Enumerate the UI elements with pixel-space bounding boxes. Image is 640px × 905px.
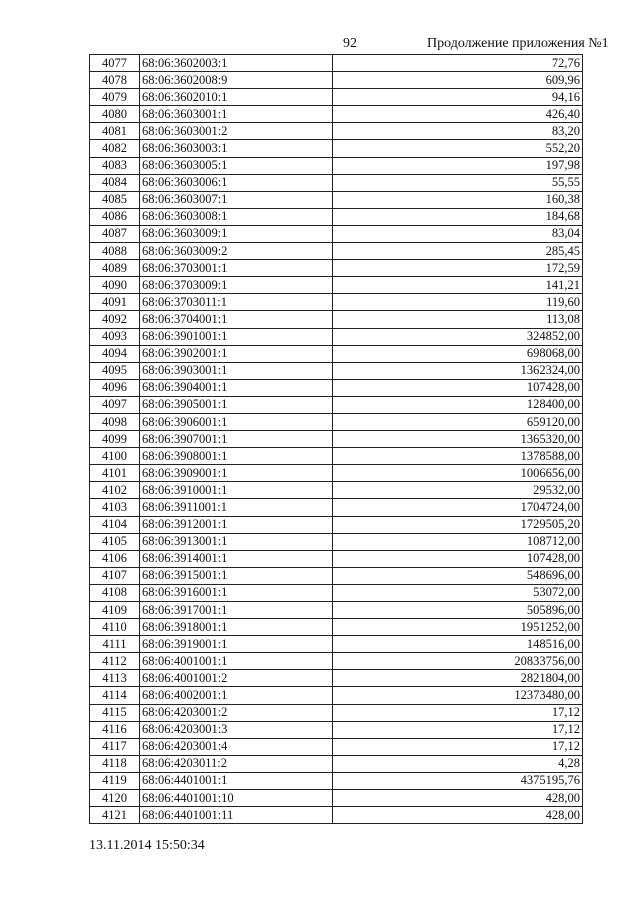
row-number-cell: 4102 <box>90 482 140 499</box>
table-row <box>90 482 583 499</box>
value-cell: 141,21 <box>333 277 583 294</box>
row-number-cell: 4103 <box>90 499 140 516</box>
cadastral-number-cell: 68:06:3603001:1 <box>140 106 333 123</box>
cadastral-number-cell: 68:06:3703001:1 <box>140 260 333 277</box>
value-cell: 107428,00 <box>333 550 583 567</box>
row-number-cell: 4091 <box>90 294 140 311</box>
table-row <box>90 174 583 191</box>
value-cell: 160,38 <box>333 191 583 208</box>
row-number-cell: 4116 <box>90 721 140 738</box>
cadastral-number-cell: 68:06:4401001:1 <box>140 772 333 789</box>
row-number-cell: 4109 <box>90 602 140 619</box>
row-number-cell: 4108 <box>90 584 140 601</box>
row-number-cell: 4117 <box>90 738 140 755</box>
value-cell: 94,16 <box>333 89 583 106</box>
value-cell: 324852,00 <box>333 328 583 345</box>
row-number-cell: 4100 <box>90 448 140 465</box>
table-row <box>90 772 583 789</box>
row-number-cell: 4098 <box>90 413 140 430</box>
row-number-cell: 4089 <box>90 260 140 277</box>
cadastral-number-cell: 68:06:3603003:1 <box>140 140 333 157</box>
row-number-cell: 4111 <box>90 636 140 653</box>
table-row <box>90 396 583 413</box>
value-cell: 285,45 <box>333 243 583 260</box>
table-row <box>90 550 583 567</box>
row-number-cell: 4120 <box>90 790 140 807</box>
row-number-cell: 4094 <box>90 345 140 362</box>
value-cell: 107428,00 <box>333 379 583 396</box>
cadastral-number-cell: 68:06:3903001:1 <box>140 362 333 379</box>
table-row <box>90 653 583 670</box>
row-number-cell: 4080 <box>90 106 140 123</box>
value-cell: 552,20 <box>333 140 583 157</box>
row-number-cell: 4088 <box>90 243 140 260</box>
table-row <box>90 413 583 430</box>
value-cell: 197,98 <box>333 157 583 174</box>
cadastral-number-cell: 68:06:4401001:10 <box>140 790 333 807</box>
table-row <box>90 328 583 345</box>
table-row <box>90 619 583 636</box>
table-row <box>90 465 583 482</box>
table-row <box>90 807 583 824</box>
value-cell: 17,12 <box>333 738 583 755</box>
row-number-cell: 4113 <box>90 670 140 687</box>
row-number-cell: 4121 <box>90 807 140 824</box>
value-cell: 548696,00 <box>333 567 583 584</box>
cadastral-number-cell: 68:06:3703009:1 <box>140 277 333 294</box>
table-row <box>90 140 583 157</box>
cadastral-number-cell: 68:06:3603009:2 <box>140 243 333 260</box>
row-number-cell: 4090 <box>90 277 140 294</box>
table-row <box>90 123 583 140</box>
table-row <box>90 448 583 465</box>
row-number-cell: 4084 <box>90 174 140 191</box>
cadastral-number-cell: 68:06:3915001:1 <box>140 567 333 584</box>
cadastral-number-cell: 68:06:3907001:1 <box>140 431 333 448</box>
cadastral-number-cell: 68:06:3906001:1 <box>140 413 333 430</box>
print-timestamp: 13.11.2014 15:50:34 <box>89 838 205 853</box>
cadastral-number-cell: 68:06:4001001:1 <box>140 653 333 670</box>
value-cell: 184,68 <box>333 208 583 225</box>
table-row <box>90 567 583 584</box>
table-body <box>90 55 583 824</box>
table-row <box>90 55 583 72</box>
table-row <box>90 362 583 379</box>
cadastral-number-cell: 68:06:4203001:3 <box>140 721 333 738</box>
row-number-cell: 4101 <box>90 465 140 482</box>
value-cell: 4375195,76 <box>333 772 583 789</box>
value-cell: 1704724,00 <box>333 499 583 516</box>
cadastral-number-cell: 68:06:3908001:1 <box>140 448 333 465</box>
row-number-cell: 4086 <box>90 208 140 225</box>
cadastral-number-cell: 68:06:3913001:1 <box>140 533 333 550</box>
value-cell: 1365320,00 <box>333 431 583 448</box>
value-cell: 83,20 <box>333 123 583 140</box>
value-cell: 17,12 <box>333 704 583 721</box>
table-row <box>90 499 583 516</box>
table-row <box>90 636 583 653</box>
value-cell: 4,28 <box>333 755 583 772</box>
row-number-cell: 4095 <box>90 362 140 379</box>
row-number-cell: 4085 <box>90 191 140 208</box>
table-row <box>90 670 583 687</box>
table-row <box>90 345 583 362</box>
value-cell: 12373480,00 <box>333 687 583 704</box>
cadastral-number-cell: 68:06:3603007:1 <box>140 191 333 208</box>
row-number-cell: 4097 <box>90 396 140 413</box>
cadastral-number-cell: 68:06:3603005:1 <box>140 157 333 174</box>
row-number-cell: 4096 <box>90 379 140 396</box>
value-cell: 55,55 <box>333 174 583 191</box>
cadastral-number-cell: 68:06:3902001:1 <box>140 345 333 362</box>
table-row <box>90 755 583 772</box>
table-row <box>90 721 583 738</box>
value-cell: 428,00 <box>333 807 583 824</box>
table-row <box>90 584 583 601</box>
cadastral-number-cell: 68:06:3704001:1 <box>140 311 333 328</box>
value-cell: 428,00 <box>333 790 583 807</box>
table-row <box>90 311 583 328</box>
row-number-cell: 4106 <box>90 550 140 567</box>
row-number-cell: 4115 <box>90 704 140 721</box>
cadastral-number-cell: 68:06:4401001:11 <box>140 807 333 824</box>
table-row <box>90 687 583 704</box>
cadastral-number-cell: 68:06:3917001:1 <box>140 602 333 619</box>
cadastral-value-table <box>89 54 583 824</box>
row-number-cell: 4083 <box>90 157 140 174</box>
cadastral-number-cell: 68:06:3911001:1 <box>140 499 333 516</box>
table-row <box>90 516 583 533</box>
value-cell: 426,40 <box>333 106 583 123</box>
value-cell: 72,76 <box>333 55 583 72</box>
table-row <box>90 277 583 294</box>
table-row <box>90 790 583 807</box>
row-number-cell: 4104 <box>90 516 140 533</box>
table-row <box>90 225 583 242</box>
table-row <box>90 294 583 311</box>
value-cell: 29532,00 <box>333 482 583 499</box>
cadastral-number-cell: 68:06:3901001:1 <box>140 328 333 345</box>
value-cell: 659120,00 <box>333 413 583 430</box>
cadastral-number-cell: 68:06:3904001:1 <box>140 379 333 396</box>
cadastral-number-cell: 68:06:3603006:1 <box>140 174 333 191</box>
cadastral-number-cell: 68:06:3914001:1 <box>140 550 333 567</box>
cadastral-number-cell: 68:06:3919001:1 <box>140 636 333 653</box>
table-row <box>90 738 583 755</box>
cadastral-number-cell: 68:06:3918001:1 <box>140 619 333 636</box>
value-cell: 83,04 <box>333 225 583 242</box>
table-row <box>90 89 583 106</box>
value-cell: 172,59 <box>333 260 583 277</box>
cadastral-number-cell: 68:06:4001001:2 <box>140 670 333 687</box>
value-cell: 53072,00 <box>333 584 583 601</box>
value-cell: 609,96 <box>333 72 583 89</box>
value-cell: 1006656,00 <box>333 465 583 482</box>
table-row <box>90 72 583 89</box>
cadastral-number-cell: 68:06:3602010:1 <box>140 89 333 106</box>
cadastral-number-cell: 68:06:4203001:2 <box>140 704 333 721</box>
cadastral-number-cell: 68:06:4203011:2 <box>140 755 333 772</box>
row-number-cell: 4079 <box>90 89 140 106</box>
cadastral-number-cell: 68:06:3602003:1 <box>140 55 333 72</box>
row-number-cell: 4119 <box>90 772 140 789</box>
cadastral-number-cell: 68:06:3603001:2 <box>140 123 333 140</box>
cadastral-number-cell: 68:06:4203001:4 <box>140 738 333 755</box>
table-row <box>90 191 583 208</box>
row-number-cell: 4082 <box>90 140 140 157</box>
cadastral-number-cell: 68:06:3703011:1 <box>140 294 333 311</box>
value-cell: 1729505,20 <box>333 516 583 533</box>
value-cell: 113,08 <box>333 311 583 328</box>
row-number-cell: 4107 <box>90 567 140 584</box>
cadastral-number-cell: 68:06:3909001:1 <box>140 465 333 482</box>
row-number-cell: 4092 <box>90 311 140 328</box>
row-number-cell: 4114 <box>90 687 140 704</box>
value-cell: 17,12 <box>333 721 583 738</box>
table-row <box>90 243 583 260</box>
row-number-cell: 4077 <box>90 55 140 72</box>
value-cell: 505896,00 <box>333 602 583 619</box>
cadastral-number-cell: 68:06:3910001:1 <box>140 482 333 499</box>
table-row <box>90 533 583 550</box>
row-number-cell: 4112 <box>90 653 140 670</box>
continuation-caption: Продолжение приложения №1 <box>427 36 609 51</box>
table-row <box>90 260 583 277</box>
table-row <box>90 602 583 619</box>
row-number-cell: 4081 <box>90 123 140 140</box>
cadastral-number-cell: 68:06:3912001:1 <box>140 516 333 533</box>
row-number-cell: 4099 <box>90 431 140 448</box>
table-row <box>90 157 583 174</box>
table-row <box>90 106 583 123</box>
table-row <box>90 704 583 721</box>
row-number-cell: 4118 <box>90 755 140 772</box>
cadastral-number-cell: 68:06:3603009:1 <box>140 225 333 242</box>
row-number-cell: 4110 <box>90 619 140 636</box>
page-number: 92 <box>343 36 357 51</box>
cadastral-number-cell: 68:06:3905001:1 <box>140 396 333 413</box>
value-cell: 698068,00 <box>333 345 583 362</box>
row-number-cell: 4105 <box>90 533 140 550</box>
value-cell: 119,60 <box>333 294 583 311</box>
cadastral-number-cell: 68:06:3916001:1 <box>140 584 333 601</box>
value-cell: 1378588,00 <box>333 448 583 465</box>
value-cell: 148516,00 <box>333 636 583 653</box>
cadastral-number-cell: 68:06:3602008:9 <box>140 72 333 89</box>
row-number-cell: 4093 <box>90 328 140 345</box>
value-cell: 108712,00 <box>333 533 583 550</box>
row-number-cell: 4078 <box>90 72 140 89</box>
cadastral-number-cell: 68:06:3603008:1 <box>140 208 333 225</box>
value-cell: 128400,00 <box>333 396 583 413</box>
value-cell: 1951252,00 <box>333 619 583 636</box>
value-cell: 2821804,00 <box>333 670 583 687</box>
cadastral-number-cell: 68:06:4002001:1 <box>140 687 333 704</box>
table-row <box>90 431 583 448</box>
value-cell: 20833756,00 <box>333 653 583 670</box>
table-row <box>90 379 583 396</box>
value-cell: 1362324,00 <box>333 362 583 379</box>
table-row <box>90 208 583 225</box>
row-number-cell: 4087 <box>90 225 140 242</box>
